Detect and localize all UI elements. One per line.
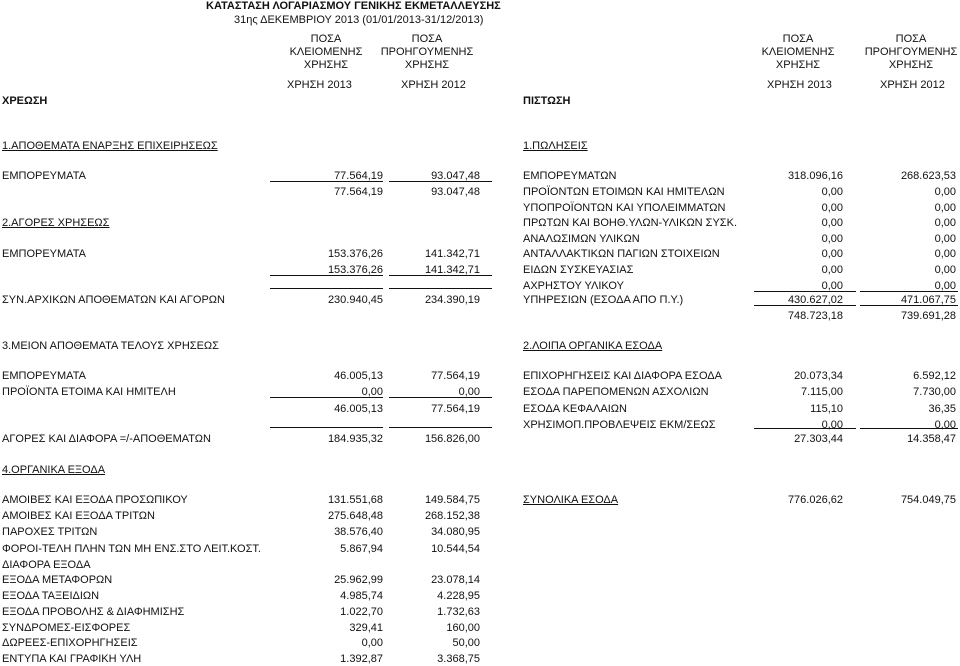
total-revenue-2013: 776.026,62 (787, 494, 843, 506)
credit-heading: ΠΙΣΤΩΣΗ (523, 95, 571, 107)
debit-row-label: ΕΜΠΟΡΕΥΜΑΤΑ (2, 170, 86, 182)
credit-row-value-2012: 0,00 (934, 186, 956, 198)
credit-row-label: ΕΣΟΔΑ ΠΑΡΕΠΟΜΕΝΩΝ ΑΣΧΟΛΙΩΝ (523, 386, 709, 398)
credit-row-value-2012: 0,00 (934, 248, 956, 260)
debit-row-value-2013: 153.376,26 (327, 248, 383, 260)
debit-row-value-2013: 25.962,99 (334, 574, 383, 586)
debit-row-value-2013: 1.392,87 (340, 653, 383, 665)
credit-row-value-2013: 0,00 (821, 264, 843, 276)
total-revenue-label: ΣΥΝΟΛΙΚΑ ΕΣΟΔΑ (523, 494, 619, 506)
credit-row-label: ΕΜΠΟΡΕΥΜΑΤΩΝ (523, 170, 617, 182)
credit-row-value-2013: 0,00 (821, 217, 843, 229)
credit-row-value-2013: 0,00 (821, 280, 843, 292)
debit-row-value-2012: 141.342,71 (424, 248, 480, 260)
credit-row-value-2013: 0,00 (821, 186, 843, 198)
subtotal-rule (389, 397, 492, 398)
debit-row-label: ΕΜΠΟΡΕΥΜΑΤΑ (2, 370, 86, 382)
col-head-left-previous: ΠΟΣΑ ΠΡΟΗΓΟΥΜΕΝΗΣ ΧΡΗΣΗΣ (380, 33, 474, 71)
report-period: 31ης ΔΕΚΕΜΒΡΙΟΥ 2013 (01/01/2013-31/12/2013) (234, 14, 484, 26)
debit-row-label: ΠΑΡΟΧΕΣ ΤΡΙΤΩΝ (2, 526, 98, 538)
credit-row-value-2013: 430.627,02 (787, 294, 843, 306)
col-head-right-current: ΠΟΣΑ ΚΛΕΙΟΜΕΝΗΣ ΧΡΗΣΗΣ (761, 33, 835, 71)
debit-row-label: 1.ΑΠΟΘΕΜΑΤΑ ΕΝΑΡΞΗΣ ΕΠΙΧΕΙΡΗΣΕΩΣ (2, 140, 218, 152)
debit-row-value-2013: 38.576,40 (334, 526, 383, 538)
subtotal-rule (860, 291, 958, 292)
credit-row-value-2012: 0,00 (934, 233, 956, 245)
debit-row-value-2012: 149.584,75 (424, 494, 480, 506)
debit-row-label: ΔΙΑΦΟΡΑ ΕΞΟΔΑ (2, 559, 91, 571)
col-head-left-current: ΠΟΣΑ ΚΛΕΙΟΜΕΝΗΣ ΧΡΗΣΗΣ (289, 33, 363, 71)
credit-row-value-2012: 0,00 (934, 217, 956, 229)
debit-row-value-2013: 46.005,13 (334, 403, 383, 415)
credit-row-label: ΧΡΗΣΙΜΟΠ.ΠΡΟΒΛΕΨΕΙΣ ΕΚΜ/ΣΕΩΣ (523, 419, 716, 431)
debit-row-value-2012: 77.564,19 (431, 370, 480, 382)
subtotal-rule (754, 428, 856, 429)
credit-row-label: ΥΠΗΡΕΣΙΩΝ (ΕΣΟΔΑ ΑΠΟ Π.Υ.) (523, 294, 684, 306)
credit-row-label: ΕΠΙΧΟΡΗΓΗΣΕΙΣ ΚΑΙ ΔΙΑΦΟΡΑ ΕΣΟΔΑ (523, 370, 722, 382)
credit-row-value-2013: 0,00 (821, 202, 843, 214)
debit-row-value-2012: 141.342,71 (424, 264, 480, 276)
debit-row-label: ΕΝΤΥΠΑ ΚΑΙ ΓΡΑΦΙΚΗ ΥΛΗ (2, 653, 142, 665)
credit-row-value-2012: 0,00 (934, 419, 956, 431)
credit-row-value-2013: 0,00 (821, 248, 843, 260)
subtotal-rule (389, 275, 492, 276)
debit-row-value-2012: 23.078,14 (431, 574, 480, 586)
debit-row-label: ΑΜΟΙΒΕΣ ΚΑΙ ΕΞΟΔΑ ΠΡΟΣΩΠΙΚΟΥ (2, 494, 188, 506)
debit-row-value-2013: 131.551,68 (327, 494, 383, 506)
year-label-left-current: ΧΡΗΣΗ 2013 (287, 79, 352, 91)
debit-row-value-2012: 34.080,95 (431, 526, 480, 538)
debit-row-value-2012: 50,00 (452, 637, 480, 649)
debit-row-value-2013: 5.867,94 (340, 543, 383, 555)
credit-row-value-2013: 20.073,34 (794, 370, 843, 382)
debit-row-value-2012: 4.228,95 (437, 590, 480, 602)
credit-row-label: ΥΠΟΠΡΟΪΟΝΤΩΝ ΚΑΙ ΥΠΟΛΕΙΜΜΑΤΩΝ (523, 202, 726, 214)
credit-row-value-2012: 268.623,53 (900, 170, 956, 182)
debit-row-label: ΦΟΡΟΙ-ΤΕΛΗ ΠΛΗΝ ΤΩΝ ΜΗ ΕΝΣ.ΣΤΟ ΛΕΙΤ.ΚΟΣΤ. (2, 543, 261, 555)
credit-row-value-2013: 318.096,16 (787, 170, 843, 182)
debit-row-label: ΕΞΟΔΑ ΜΕΤΑΦΟΡΩΝ (2, 574, 113, 586)
credit-row-label: 2.ΛΟΙΠΑ ΟΡΓΑΝΙΚΑ ΕΣΟΔΑ (523, 340, 663, 352)
year-label-left-previous: ΧΡΗΣΗ 2012 (401, 79, 466, 91)
credit-row-value-2012: 7.730,00 (913, 386, 956, 398)
subtotal-rule (860, 428, 958, 429)
debit-row-label: ΣΥΝΔΡΟΜΕΣ-ΕΙΣΦΟΡΕΣ (2, 622, 131, 634)
credit-row-value-2013: 7.115,00 (800, 386, 843, 398)
debit-row-label: 2.ΑΓΟΡΕΣ ΧΡΗΣΕΩΣ (2, 217, 110, 229)
credit-row-value-2013: 0,00 (821, 233, 843, 245)
credit-row-label: ΠΡΟΪΟΝΤΩΝ ΕΤΟΙΜΩΝ ΚΑΙ ΗΜΙΤΕΛΩΝ (523, 186, 725, 198)
credit-row-label: ΑΝΤΑΛΛΑΚΤΙΚΩΝ ΠΑΓΙΩΝ ΣΤΟΙΧΕΙΩΝ (523, 248, 720, 260)
debit-row-label: ΕΞΟΔΑ ΠΡΟΒΟΛΗΣ & ΔΙΑΦΗΜΙΣΗΣ (2, 606, 185, 618)
year-label-right-current: ΧΡΗΣΗ 2013 (767, 79, 832, 91)
debit-row-value-2013: 153.376,26 (327, 264, 383, 276)
debit-row-label: ΕΜΠΟΡΕΥΜΑΤΑ (2, 248, 86, 260)
debit-row-value-2013: 329,41 (349, 622, 383, 634)
credit-row-value-2013: 115,10 (810, 403, 843, 415)
debit-row-label: 3.ΜΕΙΟΝ ΑΠΟΘΕΜΑΤΑ ΤΕΛΟΥΣ ΧΡΗΣΕΩΣ (2, 340, 219, 352)
credit-row-value-2013: 0,00 (821, 419, 843, 431)
debit-row-label: ΕΞΟΔΑ ΤΑΞΕΙΔΙΩΝ (2, 590, 100, 602)
credit-row-value-2012: 0,00 (934, 264, 956, 276)
credit-row-value-2012: 0,00 (934, 202, 956, 214)
debit-row-value-2013: 230.940,45 (327, 294, 383, 306)
debit-row-value-2013: 1.022,70 (340, 606, 383, 618)
subtotal-rule (860, 305, 958, 306)
debit-row-value-2013: 184.935,32 (327, 433, 383, 445)
debit-row-value-2012: 156.826,00 (424, 433, 480, 445)
debit-row-value-2012: 234.390,19 (424, 294, 480, 306)
debit-row-label: ΔΩΡΕΕΣ-ΕΠΙΧΟΡΗΓΗΣΕΙΣ (2, 637, 138, 649)
subtotal-rule (270, 288, 383, 289)
subtotal-rule (270, 275, 383, 276)
debit-row-value-2013: 275.648,48 (327, 510, 383, 522)
debit-row-label: ΑΜΟΙΒΕΣ ΚΑΙ ΕΞΟΔΑ ΤΡΙΤΩΝ (2, 510, 155, 522)
debit-row-value-2012: 3.368,75 (437, 653, 480, 665)
debit-row-value-2012: 77.564,19 (431, 403, 480, 415)
subtotal-rule (270, 181, 383, 182)
debit-row-value-2012: 1.732,63 (437, 606, 480, 618)
col-head-right-previous: ΠΟΣΑ ΠΡΟΗΓΟΥΜΕΝΗΣ ΧΡΗΣΗΣ (864, 33, 958, 71)
total-revenue-2012: 754.049,75 (900, 494, 956, 506)
subtotal-rule (389, 181, 492, 182)
credit-row-value-2012: 6.592,12 (913, 370, 956, 382)
debit-row-value-2012: 93.047,48 (431, 186, 480, 198)
credit-row-label: ΑΝΑΛΩΣΙΜΩΝ ΥΛΙΚΩΝ (523, 233, 640, 245)
credit-row-value-2013: 748.723,18 (787, 310, 843, 322)
debit-row-label: ΑΓΟΡΕΣ ΚΑΙ ΔΙΑΦΟΡΑ =/-ΑΠΟΘΕΜΑΤΩΝ (2, 433, 211, 445)
debit-row-value-2013: 77.564,19 (334, 170, 383, 182)
credit-row-value-2012: 739.691,28 (900, 310, 956, 322)
subtotal-rule (389, 288, 492, 289)
credit-row-label: 1.ΠΩΛΗΣΕΙΣ (523, 140, 588, 152)
report-title: ΚΑΤΑΣΤΑΣΗ ΛΟΓΑΡΙΑΣΜΟΥ ΓΕΝΙΚΗΣ ΕΚΜΕΤΑΛΛΕΥΣΗΣ (206, 0, 501, 12)
subtotal-rule (270, 427, 383, 428)
credit-row-label: ΑΧΡΗΣΤΟΥ ΥΛΙΚΟΥ (523, 280, 624, 292)
credit-row-label: ΕΙΔΩΝ ΣΥΣΚΕΥΑΣΙΑΣ (523, 264, 634, 276)
credit-row-label: ΠΡΩΤΩΝ ΚΑΙ ΒΟΗΘ.ΥΛΩΝ-ΥΛΙΚΩΝ ΣΥΣΚ. (523, 217, 737, 229)
debit-row-value-2012: 0,00 (458, 386, 480, 398)
debit-row-label: 4.ΟΡΓΑΝΙΚΑ ΕΞΟΔΑ (2, 464, 106, 476)
credit-row-value-2013: 27.303,44 (794, 433, 843, 445)
debit-row-value-2013: 0,00 (361, 386, 383, 398)
credit-row-value-2012: 471.067,75 (900, 294, 956, 306)
debit-row-label: ΣΥΝ.ΑΡΧΙΚΩΝ ΑΠΟΘΕΜΑΤΩΝ ΚΑΙ ΑΓΟΡΩΝ (2, 294, 225, 306)
credit-row-value-2012: 0,00 (934, 280, 956, 292)
subtotal-rule (754, 305, 856, 306)
debit-row-value-2012: 268.152,38 (424, 510, 480, 522)
debit-row-value-2012: 93.047,48 (431, 170, 480, 182)
debit-row-value-2013: 77.564,19 (334, 186, 383, 198)
subtotal-rule (270, 397, 383, 398)
credit-row-value-2012: 36,35 (928, 403, 956, 415)
credit-row-label: ΕΣΟΔΑ ΚΕΦΑΛΑΙΩΝ (523, 403, 627, 415)
debit-heading: ΧΡΕΩΣΗ (2, 95, 48, 107)
subtotal-rule (389, 427, 492, 428)
year-label-right-previous: ΧΡΗΣΗ 2012 (880, 79, 945, 91)
debit-row-label: ΠΡΟΪΟΝΤΑ ΕΤΟΙΜΑ ΚΑΙ ΗΜΙΤΕΛΗ (2, 386, 176, 398)
debit-row-value-2013: 46.005,13 (334, 370, 383, 382)
subtotal-rule (754, 291, 856, 292)
debit-row-value-2012: 160,00 (446, 622, 480, 634)
debit-row-value-2013: 4.985,74 (340, 590, 383, 602)
credit-row-value-2012: 14.358,47 (907, 433, 956, 445)
debit-row-value-2013: 0,00 (361, 637, 383, 649)
debit-row-value-2012: 10.544,54 (431, 543, 480, 555)
